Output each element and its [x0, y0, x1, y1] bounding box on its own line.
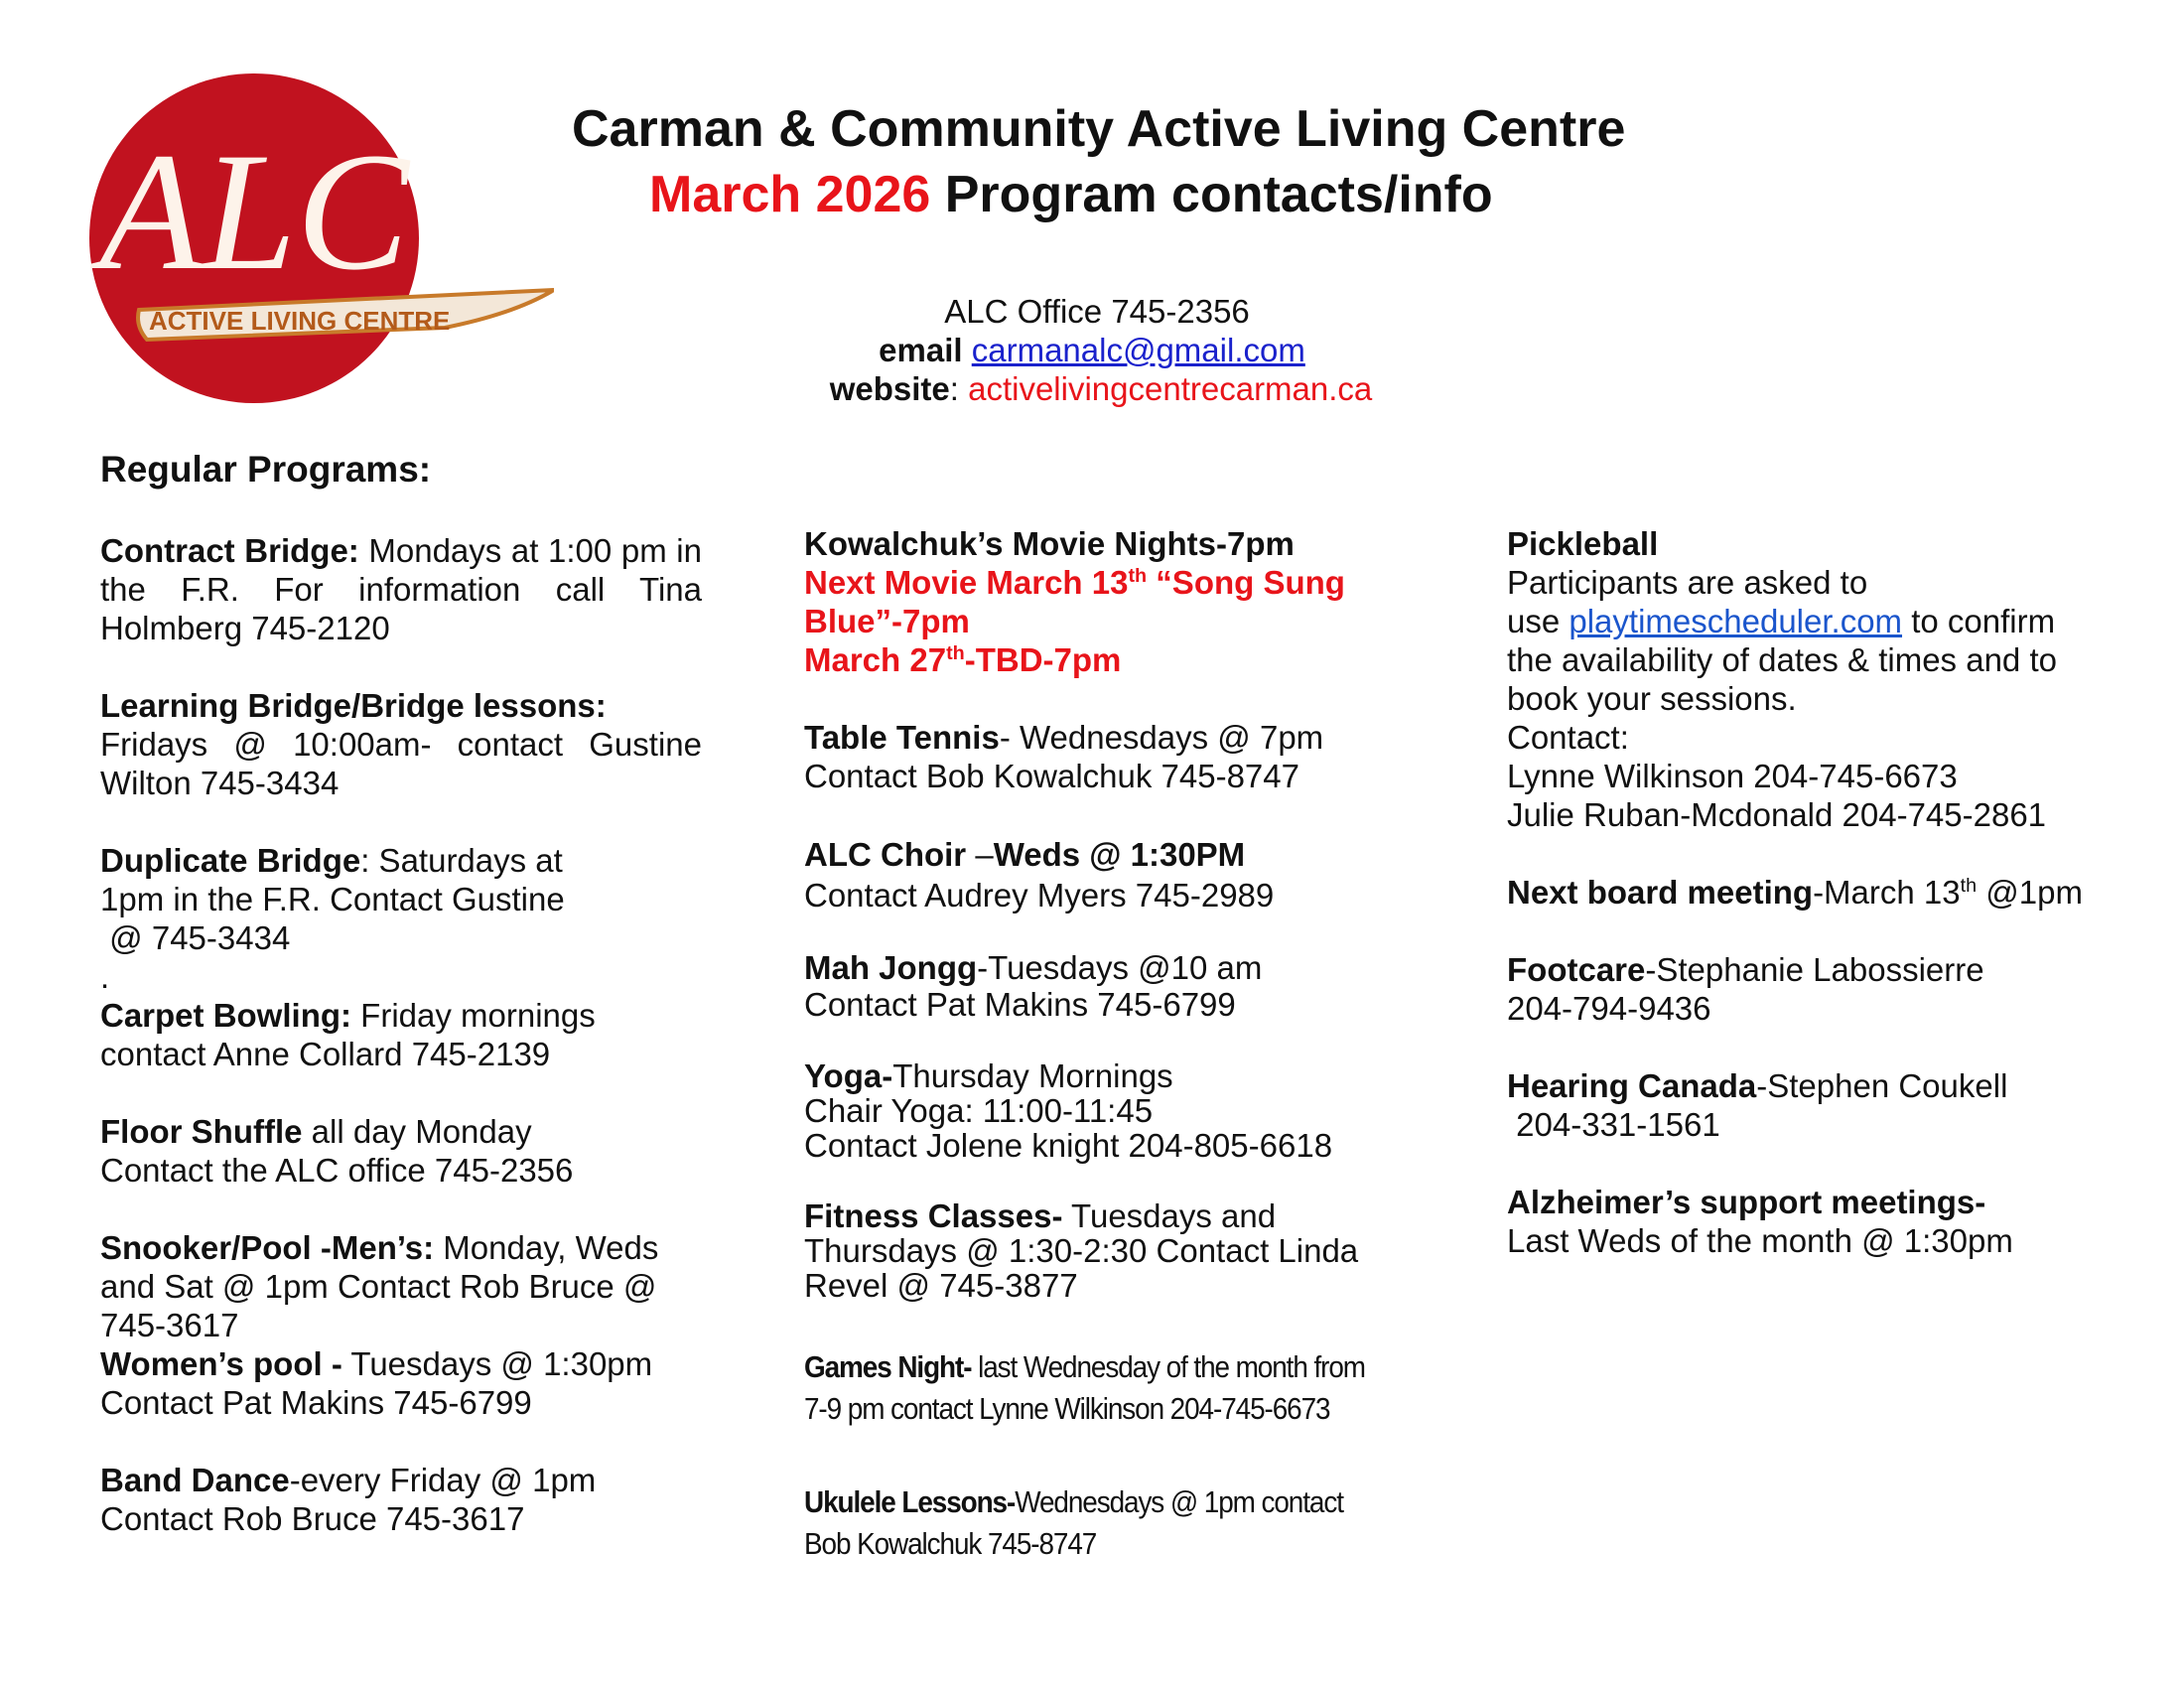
service-hearing-canada [1507, 1066, 2172, 1144]
program-details: Wednesdays @ 1pm contact [1015, 1484, 1343, 1519]
program-name: Carpet Bowling: [100, 997, 351, 1034]
program-name: ALC Choir [804, 836, 967, 873]
contact-label: Contact: [1507, 719, 1629, 756]
program-details: Thursdays @ 1:30-2:30 Contact Linda [804, 1232, 1359, 1269]
program-details: contact Anne Collard 745-2139 [100, 1036, 551, 1072]
program-details: book your sessions. [1507, 680, 1797, 717]
program-details: 745-3617 [100, 1307, 239, 1343]
service-footcare [1507, 950, 2172, 1028]
program-details: the availability of dates & times and to [1507, 641, 2057, 678]
program-name: Kowalchuk’s Movie Nights-7pm [804, 525, 1295, 562]
program-alc-choir [804, 834, 1459, 915]
program-details: Last Weds of the month @ 1:30pm [1507, 1222, 2013, 1259]
next-movie-date: Next Movie March 13 [804, 564, 1129, 601]
program-name: Next board meeting [1507, 874, 1814, 911]
program-details: -Tuesdays @10 am [977, 949, 1263, 986]
program-name: Alzheimer’s support meetings- [1507, 1184, 1986, 1220]
program-details: to confirm [1902, 603, 2056, 639]
program-band-dance [100, 1461, 702, 1538]
program-details: Chair Yoga: 11:00-11:45 [804, 1092, 1154, 1129]
program-dash: – [966, 836, 994, 873]
program-details: Contact Rob Bruce 745-3617 [100, 1500, 525, 1537]
next-movie-title-end: Blue”-7pm [804, 603, 970, 639]
program-details: 204-794-9436 [1507, 990, 1711, 1027]
website-line [0, 369, 2184, 408]
tbd-movie [804, 641, 1121, 678]
program-name: Pickleball [1507, 525, 1659, 562]
program-details: and Sat @ 1pm Contact Rob Bruce @ [100, 1268, 657, 1305]
program-details: @1pm [1977, 874, 2083, 911]
program-when: Weds @ 1:30PM [993, 836, 1246, 873]
program-details: use [1507, 603, 1570, 639]
program-snooker-pool [100, 1228, 702, 1344]
program-details: Fridays @ 10:00am- contact Gustine Wilton 745-3434 [100, 726, 702, 801]
program-details: Thursday Mornings [892, 1057, 1173, 1094]
program-carpet-bowling [100, 996, 702, 1073]
playtimescheduler-link[interactable]: playtimescheduler.com [1569, 603, 1903, 639]
next-movie [804, 564, 1345, 639]
program-movie-nights [804, 524, 1459, 679]
program-details: Bob Kowalchuk 745-8747 [804, 1526, 1097, 1561]
program-details: -every Friday @ 1pm [289, 1462, 597, 1498]
program-contract-bridge [100, 531, 702, 647]
program-details: Tuesdays and [1062, 1197, 1277, 1234]
ordinal-suffix: th [1960, 875, 1978, 897]
office-phone: ALC Office 745-2356 [944, 293, 1250, 330]
website-label: website [829, 370, 950, 407]
program-details: Monday, Weds [434, 1229, 659, 1266]
contact-person: Julie Ruban-Mcdonald 204-745-2861 [1507, 796, 2047, 833]
email-line [0, 331, 2184, 369]
program-name: Floor Shuffle [100, 1113, 303, 1150]
page-subtitle [649, 165, 1493, 224]
program-details: -Stephen Coukell [1756, 1067, 2008, 1104]
program-details: Contact the ALC office 745-2356 [100, 1152, 574, 1189]
programs-column-2 [804, 524, 1459, 1565]
program-details: all day Monday [302, 1113, 532, 1150]
program-name: Mah Jongg [804, 949, 978, 986]
email-link[interactable]: carmanalc@gmail.com [971, 332, 1305, 368]
program-details: Contact Jolene knight 204-805-6618 [804, 1127, 1333, 1164]
program-name: Yoga- [804, 1057, 893, 1094]
program-pickleball [1507, 524, 2172, 834]
program-details: Contact Audrey Myers 745-2989 [804, 877, 1275, 914]
subtitle-rest: Program contacts/info [930, 166, 1493, 223]
program-name: Women’s pool - [100, 1345, 342, 1382]
section-title: Regular Programs: [100, 449, 432, 490]
program-name: Learning Bridge/Bridge lessons: [100, 687, 607, 724]
website-sep: : [949, 370, 969, 407]
program-name: Band Dance [100, 1462, 290, 1498]
program-name: Fitness Classes- [804, 1197, 1063, 1234]
program-details: Contact Bob Kowalchuk 745-8747 [804, 758, 1299, 794]
board-meeting [1507, 873, 2172, 912]
program-details: Contact Pat Makins 745-6799 [804, 986, 1236, 1023]
program-name: Ukulele Lessons- [804, 1484, 1016, 1519]
program-floor-shuffle [100, 1112, 702, 1190]
logo-banner-text: ACTIVE LIVING CENTRE [149, 306, 451, 336]
website-link[interactable]: activelivingcentrecarman.ca [968, 370, 1373, 407]
tbd-date: March 27 [804, 641, 947, 678]
next-movie-title: “Song Sung [1147, 564, 1345, 601]
tbd-text: -TBD-7pm [964, 641, 1122, 678]
program-details: 204-331-1561 [1507, 1106, 1720, 1143]
program-yoga [804, 1058, 1459, 1163]
program-name: Snooker/Pool -Men’s: [100, 1229, 435, 1266]
program-details: @ 745-3434 [100, 919, 291, 956]
program-name: Footcare [1507, 951, 1646, 988]
alzheimers-support [1507, 1183, 2172, 1260]
programs-column-3 [1507, 524, 2172, 1260]
program-details: Friday mornings [351, 997, 596, 1034]
program-details: Tuesdays @ 1:30pm [341, 1345, 653, 1382]
logo-text: ALC [99, 118, 409, 305]
ordinal-suffix: th [946, 642, 965, 664]
program-details: - Wednesdays @ 7pm [999, 719, 1324, 756]
program-fitness-classes [804, 1198, 1459, 1303]
email-label: email [879, 332, 963, 368]
stray-dot: . [100, 958, 110, 995]
program-ukulele-lessons [804, 1481, 1394, 1565]
program-details: 1pm in the F.R. Contact Gustine [100, 881, 565, 917]
program-name: Table Tennis [804, 719, 1000, 756]
program-details: 7-9 pm contact Lynne Wilkinson 204-745-6673 [804, 1391, 1330, 1426]
program-learning-bridge [100, 686, 702, 802]
program-details: Mondays at 1:00 pm in the F.R. For information call Tina Holmberg 745-2120 [100, 532, 702, 646]
program-name: Duplicate Bridge [100, 842, 361, 879]
ordinal-suffix: th [1128, 565, 1148, 587]
program-table-tennis [804, 718, 1459, 795]
program-details: : Saturdays at [360, 842, 563, 879]
contact-person: Lynne Wilkinson 204-745-6673 [1507, 758, 1958, 794]
subtitle-month: March 2026 [649, 166, 931, 223]
program-details: last Wednesday of the month from [971, 1349, 1365, 1384]
program-details: -March 13 [1813, 874, 1961, 911]
program-details: Revel @ 745-3877 [804, 1267, 1078, 1304]
page-title: Carman & Community Active Living Centre [572, 100, 1626, 158]
programs-column-1 [100, 531, 702, 1538]
program-duplicate-bridge [100, 841, 702, 996]
program-mah-jongg [804, 949, 1459, 1023]
program-name: Contract Bridge: [100, 532, 359, 569]
office-contact-block [0, 292, 2184, 408]
program-details: Participants are asked to [1507, 564, 1868, 601]
program-womens-pool [100, 1344, 702, 1422]
program-details: Contact Pat Makins 745-6799 [100, 1384, 532, 1421]
program-name: Games Night- [804, 1349, 972, 1384]
program-details: -Stephanie Labossierre [1645, 951, 1984, 988]
program-games-night [804, 1346, 1394, 1430]
program-name: Hearing Canada [1507, 1067, 1757, 1104]
